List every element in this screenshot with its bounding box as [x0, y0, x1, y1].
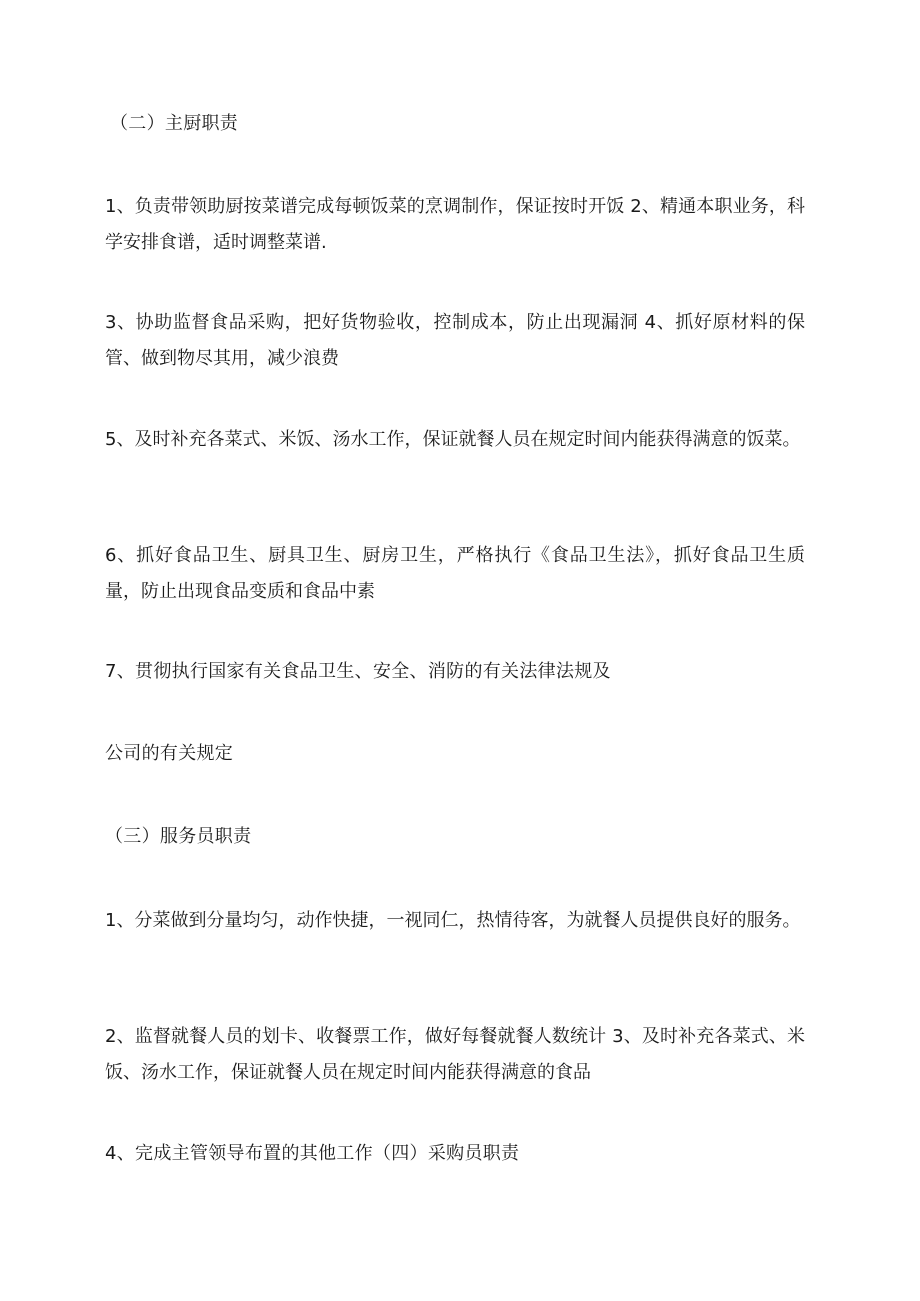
section-heading-chef: （二）主厨职责 — [110, 113, 239, 134]
section-heading-waiter: （三）服务员职责 — [105, 826, 252, 847]
chef-paragraph-2: 3、协助监督食品采购，把好货物验收，控制成本，防止出现漏洞 4、抓好原材料的保管、做到物尽其用，减少浪费 — [105, 312, 805, 369]
chef-paragraph-6: 公司的有关规定 — [105, 743, 234, 764]
waiter-paragraph-2: 2、监督就餐人员的划卡、收餐票工作，做好每餐就餐人数统计 3、及时补充各菜式、米饭、汤水工作，保证就餐人员在规定时间内能获得满意的食品 — [105, 1026, 805, 1083]
chef-paragraph-5: 7、贯彻执行国家有关食品卫生、安全、消防的有关法律法规及 — [105, 661, 611, 682]
chef-paragraph-4: 6、抓好食品卫生、厨具卫生、厨房卫生，严格执行《食品卫生法》，抓好食品卫生质量，防止出现食品变质和食品中素 — [105, 545, 805, 602]
chef-paragraph-3: 5、及时补充各菜式、米饭、汤水工作，保证就餐人员在规定时间内能获得满意的饭菜。 — [105, 429, 801, 450]
chef-paragraph-1: 1、负责带领助厨按菜谱完成每顿饭菜的烹调制作，保证按时开饭 2、精通本职业务，科学安排食谱，适时调整菜谱. — [105, 196, 805, 253]
waiter-paragraph-1: 1、分菜做到分量均匀，动作快捷，一视同仁，热情待客，为就餐人员提供良好的服务。 — [105, 910, 801, 931]
waiter-paragraph-3: 4、完成主管领导布置的其他工作（四）采购员职责 — [105, 1143, 520, 1164]
